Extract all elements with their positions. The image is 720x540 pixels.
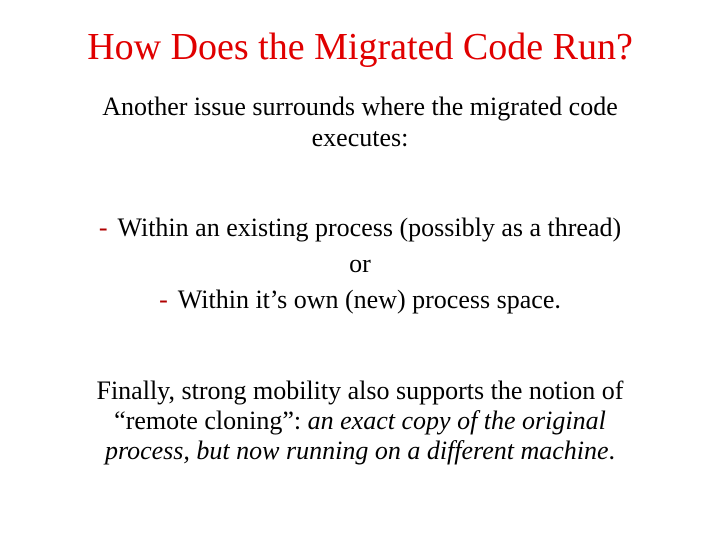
intro-line-2: executes:: [311, 123, 409, 152]
bullet-dash-marker: -: [98, 213, 108, 242]
bullet-dash-marker: -: [159, 285, 168, 314]
conclusion-line-3: [0, 436, 720, 466]
option-existing-process-text: Within an existing process (possibly as a thread): [117, 213, 622, 242]
remote-cloning-definition-end: process, but now running on a different machine: [104, 436, 609, 465]
conclusion-period: .: [608, 436, 616, 465]
conclusion-line-1: Finally, strong mobility also supports the notion of: [96, 376, 624, 405]
intro-line-1: Another issue surrounds where the migrated code: [102, 92, 618, 121]
option-existing-process: [0, 210, 720, 246]
remote-cloning-definition-start: an exact copy of the original: [307, 406, 606, 435]
remote-cloning-term: “remote cloning”:: [114, 406, 308, 435]
intro-paragraph: [0, 91, 720, 153]
slide-title: How Does the Migrated Code Run?: [87, 26, 633, 68]
option-new-process-text: Within it’s own (new) process space.: [177, 285, 561, 314]
conclusion-paragraph: [0, 376, 720, 466]
option-connector: or: [349, 249, 371, 278]
execution-options: [0, 210, 720, 318]
conclusion-line-2: [0, 406, 720, 436]
option-new-process: [0, 282, 720, 318]
